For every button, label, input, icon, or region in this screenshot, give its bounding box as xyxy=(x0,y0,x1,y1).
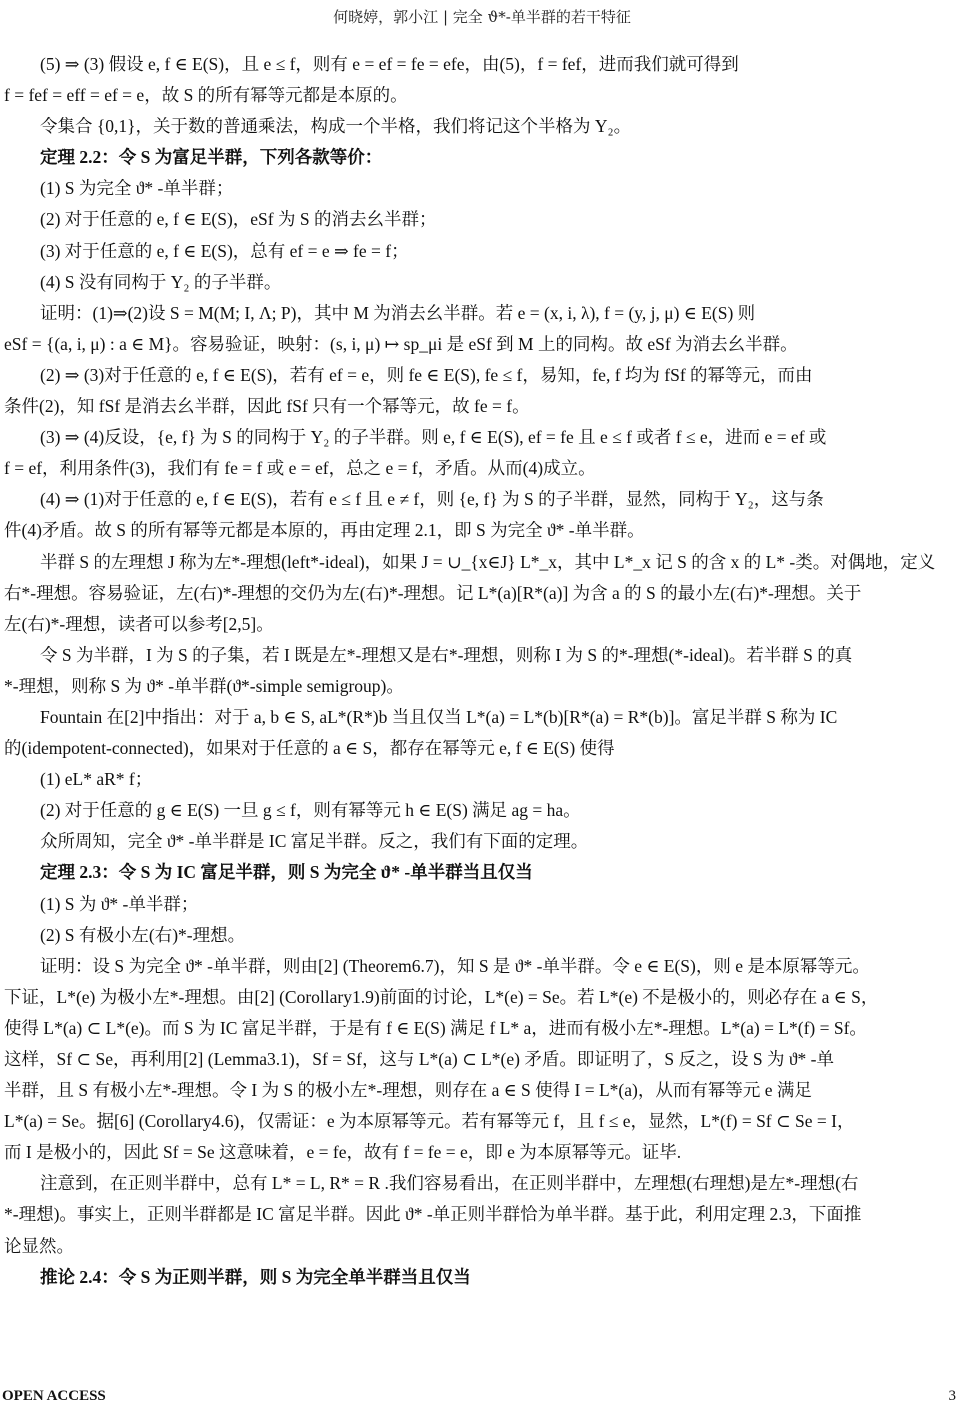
text-line: (1) eL* aR* f； xyxy=(40,769,153,790)
text-line: (2) ⇒ (3)对于任意的 e, f ∈ E(S)，若有 ef = e，则 fe ∈ E(S), fe ≤ f，易知，fe, f 均为 fSf 的幂等元，而由 xyxy=(40,364,813,385)
running-header: 何晓婷，郭小江 | 完全 ϑ*-单半群的若干特征 xyxy=(333,8,631,26)
text-line: (3) ⇒ (4)反设，{e, f} 为 S 的同构于 Y₂ 的子半群。则 e, f ∈ E(S), ef = fe 且 e ≤ f 或者 f ≤ e，进而 e = ef 或 xyxy=(40,427,827,448)
text-line: 使得 L*(a) ⊂ L*(e)。而 S 为 IC 富足半群，于是有 f ∈ E(S) 满足 f L* a，进而有极小左*-理想。L*(a) = L*(f) = Sf。 xyxy=(4,1017,867,1038)
proof-line: 证明：(1)⇒(2)设 S = M(M; I, Λ; P)，其中 M 为消去幺半群。若 e = (x, i, λ), f = (y, j, μ) ∈ E(S) 则 xyxy=(40,302,756,323)
text-line: 半群 S 的左理想 J 称为左*-理想(left*-ideal)，如果 J = ∪_{x∈J} L*_x，其中 L*_x 记 S 的含 x 的 L* -类。对偶地，定义 xyxy=(40,551,936,572)
text-line: (4) ⇒ (1)对于任意的 e, f ∈ E(S)，若有 e ≤ f 且 e ≠ f，则 {e, f} 为 S 的子半群，显然，同构于 Y₂，这与条 xyxy=(40,489,824,510)
text-line: (1) S 为 ϑ* -单半群； xyxy=(40,893,199,914)
text-line: 半群，且 S 有极小左*-理想。令 I 为 S 的极小左*-理想，则存在 a ∈ S 使得 I = L*(a)，从而有幂等元 e 满足 xyxy=(4,1080,812,1101)
page-body xyxy=(4,56,964,1300)
open-access-label: OPEN ACCESS xyxy=(2,1388,106,1404)
text-line: (5) ⇒ (3) 假设 e, f ∈ E(S)，且 e ≤ f，则有 e = ef = fe = efe，由(5)，f = fef，进而我们就可得到 xyxy=(40,54,739,74)
text-line: Fountain 在[2]中指出：对于 a, b ∈ S, aL*(R*)b 当且仅当 L*(a) = L*(b)[R*(a) = R*(b)]。富足半群 S 称为 IC xyxy=(40,706,838,727)
text-line: 右*-理想。容易验证，左(右)*-理想的交仍为左(右)*-理想。记 L*(a)[R*(a)] 为含 a 的 S 的最小左(右)*-理想。关于 xyxy=(4,582,862,603)
text-line: (2) 对于任意的 e, f ∈ E(S)，eSf 为 S 的消去幺半群； xyxy=(40,209,437,230)
theorem-heading: 定理 2.3：令 S 为 IC 富足半群，则 S 为完全 ϑ* -单半群当且仅当 xyxy=(40,862,533,883)
text-line: *-理想，则称 S 为 ϑ* -单半群(ϑ*-simple semigroup)。 xyxy=(4,675,404,696)
text-line: 而 I 是极小的，因此 Sf = Se 这意味着，e = fe，故有 f = fe = e，即 e 为本原幂等元。证毕. xyxy=(4,1142,682,1163)
text-line: 令 S 为半群，I 为 S 的子集，若 I 既是左*-理想又是右*-理想，则称 I 为 S 的*-理想(*-ideal)。若半群 S 的真 xyxy=(40,644,853,665)
text-line: L*(a) = Se。据[6] (Corollary4.6)，仅需证：e 为本原幂等元。若有幂等元 f，且 f ≤ e，显然，L*(f) = Sf ⊂ Se = I， xyxy=(4,1111,855,1132)
page-number: 3 xyxy=(948,1388,956,1404)
text-line: 下证，L*(e) 为极小左*-理想。由[2] (Corollary1.9)前面的讨论，L*(e) = Se。若 L*(e) 不是极小的，则必存在 a ∈ S， xyxy=(4,986,879,1007)
text-line: (2) 对于任意的 g ∈ E(S) 一旦 g ≤ f，则有幂等元 h ∈ E(S) 满足 ag = ha。 xyxy=(40,800,581,821)
text-line: 论显然。 xyxy=(4,1235,74,1256)
text-line: 左(右)*-理想，读者可以参考[2,5]。 xyxy=(4,613,274,634)
text-line: 的(idempotent-connected)，如果对于任意的 a ∈ S，都存在幂等元 e, f ∈ E(S) 使得 xyxy=(4,738,615,759)
text-line: f = ef，利用条件(3)，我们有 fe = f 或 e = ef，总之 e = f，矛盾。从而(4)成立。 xyxy=(4,458,596,479)
theorem-heading: 定理 2.2：令 S 为富足半群，下列各款等价： xyxy=(40,147,383,168)
text-line: 条件(2)，知 fSf 是消去幺半群，因此 fSf 只有一个幂等元，故 fe = f。 xyxy=(4,396,530,417)
text-line: 这样，Sf ⊂ Se，再利用[2] (Lemma3.1)，Sf = Sf，这与 L*(a) ⊂ L*(e) 矛盾。即证明了，S 反之，设 S 为 ϑ* -单 xyxy=(4,1049,834,1069)
text-line: *-理想)。事实上，正则半群都是 IC 富足半群。因此 ϑ* -单正则半群恰为单半群。基于此，利用定理 2.3，下面推 xyxy=(4,1204,862,1225)
text-line: 众所周知，完全 ϑ* -单半群是 IC 富足半群。反之，我们有下面的定理。 xyxy=(40,831,589,852)
proof-line: 证明：设 S 为完全 ϑ* -单半群，则由[2] (Theorem6.7)，知 S 是 ϑ* -单半群。令 e ∈ E(S)，则 e 是本原幂等元。 xyxy=(40,955,870,976)
text-line: f = fef = eff = ef = e，故 S 的所有幂等元都是本原的。 xyxy=(4,85,408,106)
text-line: 注意到，在正则半群中，总有 L* = L, R* = R .我们容易看出，在正则半群中，左理想(右理想)是左*-理想(右 xyxy=(40,1173,859,1194)
text-line: (2) S 有极小左(右)*-理想。 xyxy=(40,924,246,945)
text-line: 令集合 {0,1}，关于数的普通乘法，构成一个半格，我们将记这个半格为 Y₂。 xyxy=(40,116,632,137)
text-line: eSf = {(a, i, μ) : a ∈ M}。容易验证，映射：(s, i, μ) ↦ sp_μi 是 eSf 到 M 上的同构。故 eSf 为消去幺半群。 xyxy=(4,333,798,354)
text-line: 件(4)矛盾。故 S 的所有幂等元都是本原的，再由定理 2.1，即 S 为完全 ϑ* -单半群。 xyxy=(4,520,645,541)
corollary-heading: 推论 2.4：令 S 为正则半群，则 S 为完全单半群当且仅当 xyxy=(40,1266,471,1287)
text-line: (1) S 为完全 ϑ* -单半群； xyxy=(40,178,234,199)
text-line: (3) 对于任意的 e, f ∈ E(S)，总有 ef = e ⇒ fe = f； xyxy=(40,240,409,261)
text-line: (4) S 没有同构于 Y₂ 的子半群。 xyxy=(40,271,282,292)
